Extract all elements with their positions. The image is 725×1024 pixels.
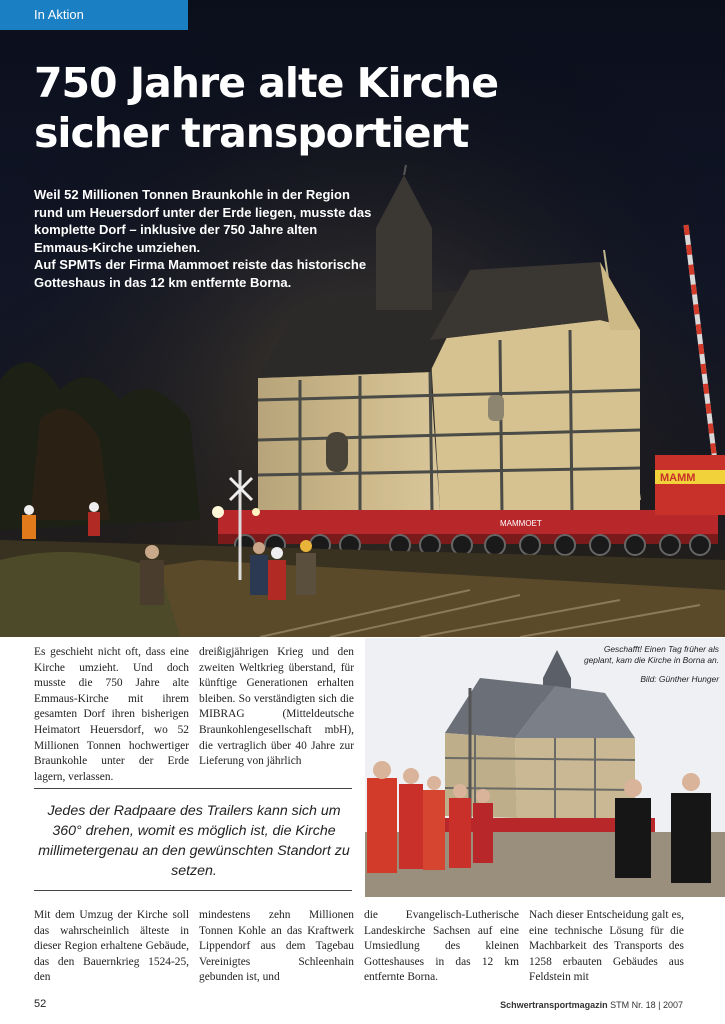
pull-quote: Jedes der Radpaare des Trailers kann sich um 360° drehen, womit es möglich ist, die Kirche millimetergenau an den gewünschten Standort zu setzen. (38, 803, 350, 879)
quote-rule-bottom (34, 890, 352, 891)
body-column-3-bottom: die Evangelisch-Lutherische Landeskirche Sachsen auf eine Umsiedlung des kleinen Gotteshauses in das 12 km entfernte Borna. (364, 909, 519, 984)
trailer-label: MAMMOET (500, 519, 542, 528)
body-column-2-top: dreißigjährigen Krieg und den zweiten Weltkrieg überstand, für künftige Generationen erhalten bleiben. So verständigten sich die MIBRAG (Mitteldeutsche Braunkohlengesellschaft mbH), die vertraglich über 40 Jahre zur Lieferung von jährlich (199, 646, 354, 768)
magazine-name: Schwertransportmagazin (500, 1000, 608, 1010)
quote-rule-top (34, 788, 352, 789)
lead-paragraph (34, 186, 374, 291)
headline-line-2: sicher transportiert (34, 109, 469, 157)
headline-line-1: 750 Jahre alte Kirche (34, 59, 499, 107)
section-tag: In Aktion (0, 0, 188, 30)
body-column-2-bottom: mindestens zehn Millionen Tonnen Kohle an das Kraftwerk Lippendorf aus dem Tagebau Vereinigtes Schleenhain gebunden ist, und (199, 909, 354, 984)
headline (34, 58, 634, 158)
body-column-4-bottom: Nach dieser Entscheidung galt es, eine technische Lösung für die Machbarkeit des Transports des 1258 erbauten Gebäudes aus Feldstein mit (529, 909, 684, 984)
page-number: 52 (34, 998, 47, 1010)
body-column-1-top: Es geschieht nicht oft, dass eine Kirche umzieht. Und doch musste die 750 Jahre alte Emmaus-Kirche mit ihrem gesamten Dorf ihren bisherigen Heimatort Heuersdorf, wo 52 Millionen Tonnen hochwertiger Braunkohle unter der Erde lagern, verlassen. (34, 646, 189, 783)
lead-text-2: Auf SPMTs der Firma Mammoet reiste das historische Gotteshaus in das 12 km entfernte Borna. (34, 257, 367, 290)
arrival-photo (365, 638, 725, 897)
photo-credit: Bild: Günther Hunger (640, 674, 719, 684)
issue-info: STM Nr. 18 | 2007 (610, 1000, 683, 1010)
photo-caption (579, 644, 719, 685)
caption-text: Geschafft! Einen Tag früher als geplant, kam die Kirche in Borna an. (583, 644, 719, 665)
footer (500, 1000, 683, 1010)
body-column-1-bottom: Mit dem Umzug der Kirche soll das wahrscheinlich älteste in dieser Region erhaltene Gebäude, das den Bauernkrieg 1524-25, den (34, 909, 189, 984)
lead-text-1: Weil 52 Millionen Tonnen Braunkohle in der Region rund um Heuersdorf unter der Erde liegen, musste das komplette Dorf – inklusive der 750 Jahre alten Emmaus-Kirche umziehen. (34, 187, 372, 255)
hero-sign-text: MAMM (660, 472, 696, 484)
